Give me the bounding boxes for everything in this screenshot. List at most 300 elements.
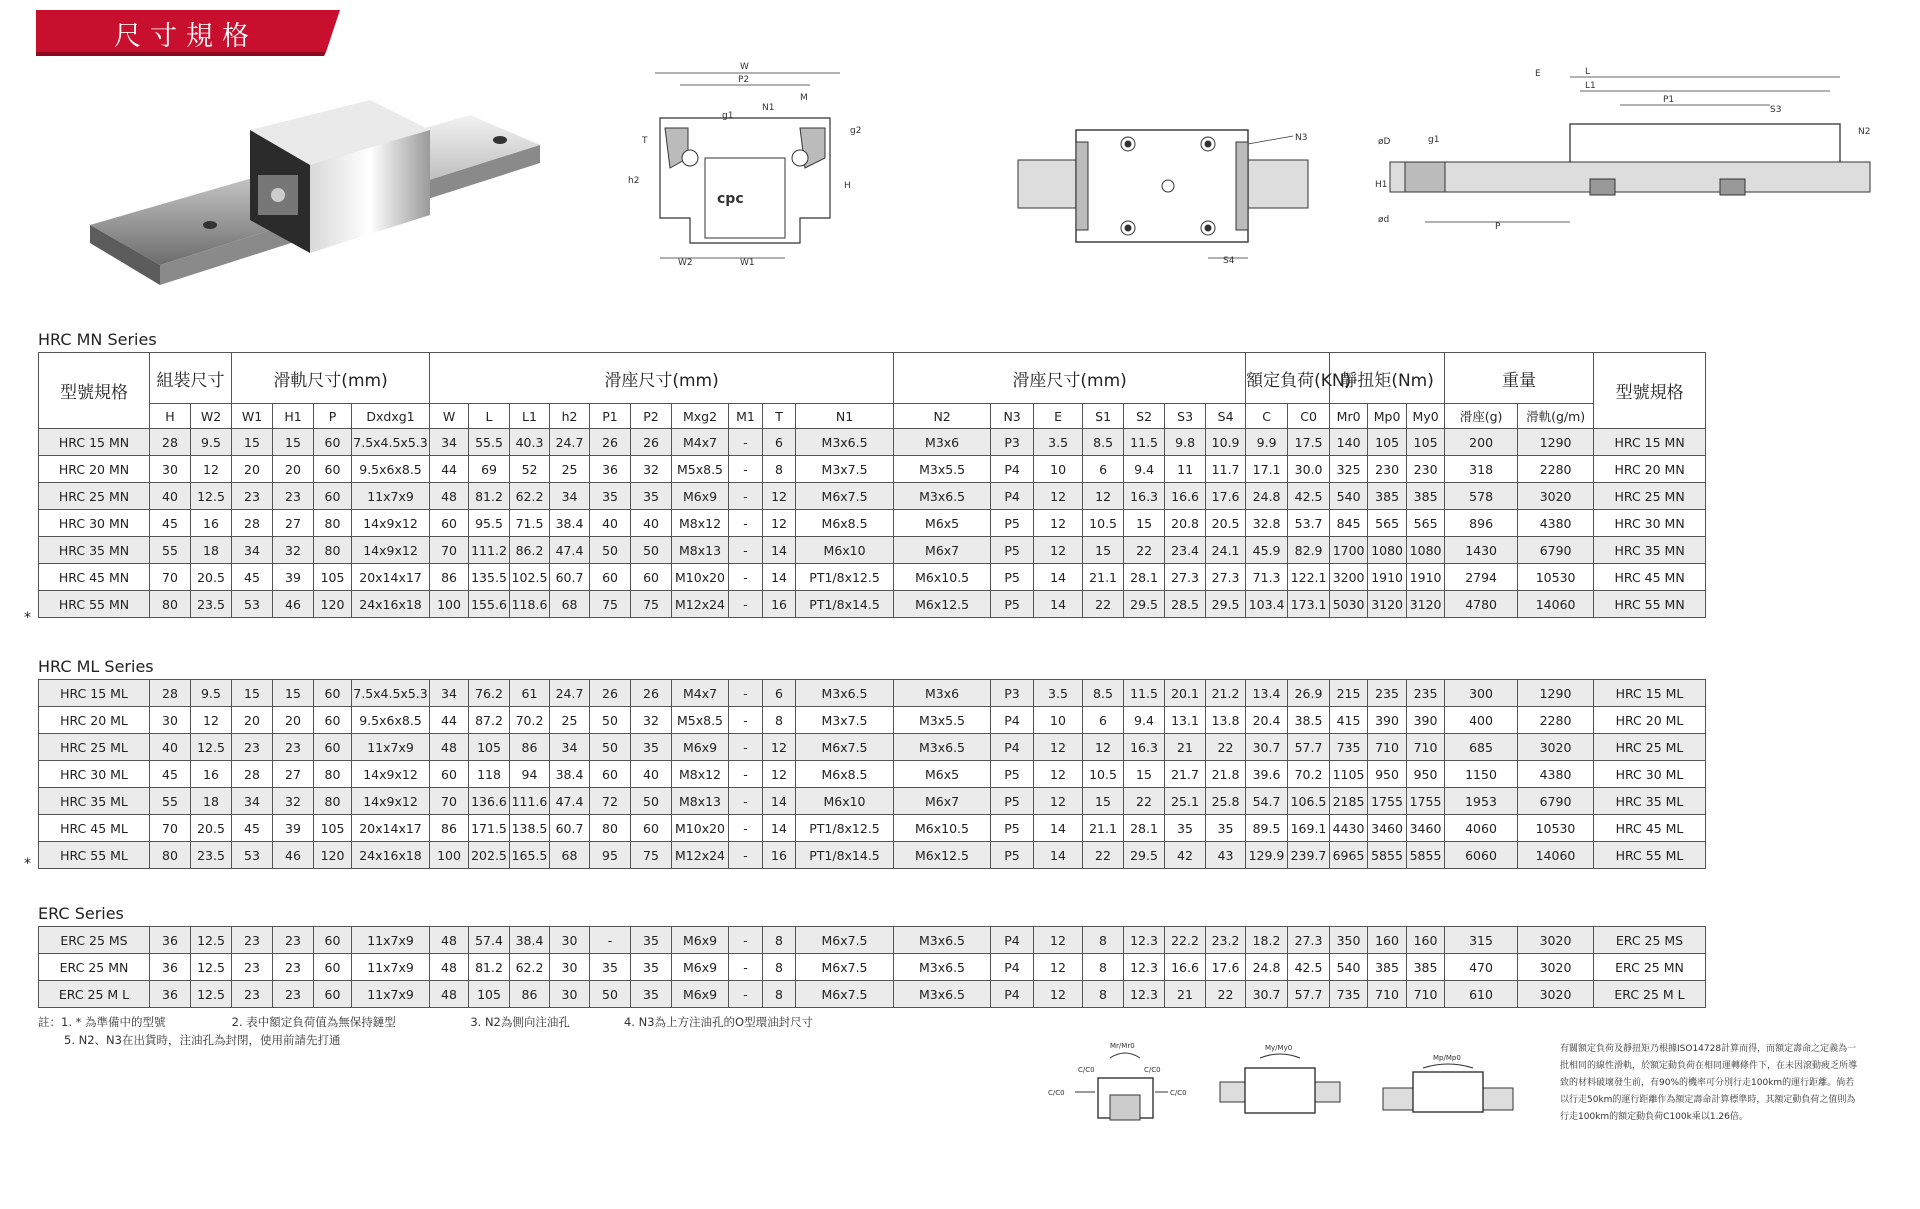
table-cell: 52 xyxy=(510,456,550,483)
table-cell: 1430 xyxy=(1445,537,1518,564)
table-cell: P4 xyxy=(991,483,1034,510)
subheader-cell: S4 xyxy=(1206,404,1246,429)
table-cell: 23.5 xyxy=(191,842,232,869)
table-cell: 60.7 xyxy=(550,815,590,842)
table-cell: 2185 xyxy=(1330,788,1368,815)
table-row xyxy=(39,429,1706,456)
table-cell: M3x5.5 xyxy=(894,707,991,734)
table-cell: 122.1 xyxy=(1288,564,1330,591)
table-cell: 14060 xyxy=(1518,842,1594,869)
table-cell: 12 xyxy=(1034,954,1083,981)
table-cell: 17.6 xyxy=(1206,954,1246,981)
subheader-cell: L xyxy=(469,404,510,429)
table-cell: 9.5x6x8.5 xyxy=(352,707,430,734)
table-cell: 735 xyxy=(1330,981,1368,1008)
table-cell: 28 xyxy=(232,510,273,537)
table-cell: 76.2 xyxy=(469,680,510,707)
table-cell: 62.2 xyxy=(510,483,550,510)
table-cell: 350 xyxy=(1330,927,1368,954)
table-cell: 60 xyxy=(314,483,352,510)
table-cell: 48 xyxy=(430,734,469,761)
table-cell: 9.8 xyxy=(1165,429,1206,456)
table-cell: 81.2 xyxy=(469,483,510,510)
table-cell: 160 xyxy=(1407,927,1445,954)
subheader-cell: Mxg2 xyxy=(672,404,729,429)
table-cell: 1150 xyxy=(1445,761,1518,788)
table-cell: 1105 xyxy=(1330,761,1368,788)
table-cell: 70.2 xyxy=(1288,761,1330,788)
table-cell: M6x9 xyxy=(672,954,729,981)
table-cell: HRC 45 ML xyxy=(39,815,150,842)
table-cell: 47.4 xyxy=(550,537,590,564)
table-row xyxy=(39,927,1706,954)
table-cell: 34 xyxy=(550,734,590,761)
table-cell: 22 xyxy=(1206,981,1246,1008)
table-cell: 44 xyxy=(430,707,469,734)
table-cell: 86 xyxy=(510,981,550,1008)
table-cell: 21.2 xyxy=(1206,680,1246,707)
table-cell: 12 xyxy=(1034,537,1083,564)
table-cell: 60 xyxy=(314,456,352,483)
table-cell: 30 xyxy=(550,927,590,954)
table-cell: M3x6.5 xyxy=(894,954,991,981)
table-cell: 230 xyxy=(1407,456,1445,483)
table-cell: 11.7 xyxy=(1206,456,1246,483)
table-cell: 30.7 xyxy=(1246,734,1288,761)
table-cell: 120 xyxy=(314,842,352,869)
table-cell: HRC 35 ML xyxy=(39,788,150,815)
table-cell: 1755 xyxy=(1368,788,1407,815)
table-cell: 22 xyxy=(1124,537,1165,564)
subheader-cell: H xyxy=(150,404,191,429)
table-cell: 235 xyxy=(1407,680,1445,707)
svg-text:S4: S4 xyxy=(1223,256,1235,266)
table-cell: 14x9x12 xyxy=(352,788,430,815)
subheader-cell: E xyxy=(1034,404,1083,429)
table-row xyxy=(39,680,1706,707)
table-cell: 15 xyxy=(273,680,314,707)
table-cell: PT1/8x14.5 xyxy=(796,842,894,869)
header-load: 額定負荷(KN) xyxy=(1246,353,1330,404)
table-cell: 16.3 xyxy=(1124,734,1165,761)
table-cell: 28.1 xyxy=(1124,815,1165,842)
table-cell: 3.5 xyxy=(1034,429,1083,456)
table-cell: 1080 xyxy=(1407,537,1445,564)
table-cell: 14 xyxy=(763,537,796,564)
table-cell: M6x7.5 xyxy=(796,483,894,510)
table-cell: 23.2 xyxy=(1206,927,1246,954)
table-cell: 950 xyxy=(1368,761,1407,788)
table-cell: P5 xyxy=(991,761,1034,788)
svg-text:Mr/Mr0: Mr/Mr0 xyxy=(1110,1042,1135,1050)
table-cell: HRC 15 MN xyxy=(1594,429,1706,456)
subheader-cell: W2 xyxy=(191,404,232,429)
table-cell: 28 xyxy=(150,680,191,707)
svg-text:ød: ød xyxy=(1378,215,1390,225)
table-cell: 69 xyxy=(469,456,510,483)
header-moment: 靜扭矩(Nm) xyxy=(1330,353,1445,404)
table-cell: 95 xyxy=(590,842,631,869)
table-cell: 15 xyxy=(273,429,314,456)
table-cell: 685 xyxy=(1445,734,1518,761)
table-cell: M3x6.5 xyxy=(894,483,991,510)
table-cell: 48 xyxy=(430,483,469,510)
table-cell: HRC 20 ML xyxy=(39,707,150,734)
table-cell: 106.5 xyxy=(1288,788,1330,815)
table-cell: 22 xyxy=(1083,842,1124,869)
table-cell: 21.8 xyxy=(1206,761,1246,788)
table-cell: PT1/8x14.5 xyxy=(796,591,894,618)
table-cell: 86.2 xyxy=(510,537,550,564)
table-cell: M6x8.5 xyxy=(796,510,894,537)
table-cell: 34 xyxy=(232,788,273,815)
table-row xyxy=(39,456,1706,483)
table-cell: 27.3 xyxy=(1288,927,1330,954)
subheader-cell: C0 xyxy=(1288,404,1330,429)
table-cell: HRC 30 ML xyxy=(1594,761,1706,788)
table-cell: 20 xyxy=(232,456,273,483)
svg-text:P1: P1 xyxy=(1663,95,1675,105)
table-cell: 12 xyxy=(1034,734,1083,761)
subheader-cell: W1 xyxy=(232,404,273,429)
table-cell: 30 xyxy=(550,954,590,981)
table-cell: ERC 25 MN xyxy=(39,954,150,981)
table-cell: M3x6.5 xyxy=(894,981,991,1008)
table-cell: 34 xyxy=(430,429,469,456)
table-cell: 578 xyxy=(1445,483,1518,510)
table-cell: 87.2 xyxy=(469,707,510,734)
table-cell: PT1/8x12.5 xyxy=(796,564,894,591)
table-cell: 8 xyxy=(1083,927,1124,954)
table-cell: 105 xyxy=(469,734,510,761)
table-cell: 12 xyxy=(1034,483,1083,510)
table-cell: PT1/8x12.5 xyxy=(796,815,894,842)
table-cell: 129.9 xyxy=(1246,842,1288,869)
table-cell: 35 xyxy=(590,483,631,510)
table-cell: 80 xyxy=(150,591,191,618)
table-cell: 202.5 xyxy=(469,842,510,869)
table-cell: 735 xyxy=(1330,734,1368,761)
table-cell: 32 xyxy=(631,456,672,483)
moment-diagram-my xyxy=(1215,1040,1345,1120)
table-cell: 80 xyxy=(314,537,352,564)
table-cell: 710 xyxy=(1407,734,1445,761)
table-cell: 3020 xyxy=(1518,483,1594,510)
table-cell: 12 xyxy=(763,483,796,510)
table-cell: 111.6 xyxy=(510,788,550,815)
table-cell: - xyxy=(729,842,763,869)
note-1: 註：1. * 為準備中的型號 xyxy=(38,1015,166,1029)
table-cell: 60 xyxy=(631,815,672,842)
table-cell: 6 xyxy=(1083,707,1124,734)
table-cell: 24.8 xyxy=(1246,954,1288,981)
subheader-cell: W xyxy=(430,404,469,429)
table-cell: 70 xyxy=(430,537,469,564)
table-cell: 36 xyxy=(150,954,191,981)
table-cell: 15 xyxy=(1124,761,1165,788)
table-cell: 173.1 xyxy=(1288,591,1330,618)
table-cell: 60 xyxy=(430,510,469,537)
table-cell: M3x6.5 xyxy=(796,680,894,707)
moment-diagram-mr xyxy=(1040,1040,1210,1130)
subheader-cell: Mp0 xyxy=(1368,404,1407,429)
table-cell: 23 xyxy=(232,927,273,954)
table-cell: 45 xyxy=(232,815,273,842)
table-cell: 45.9 xyxy=(1246,537,1288,564)
table-cell: 68 xyxy=(550,842,590,869)
table-cell: P5 xyxy=(991,564,1034,591)
table-cell: M6x9 xyxy=(672,734,729,761)
table-cell: P4 xyxy=(991,456,1034,483)
table-cell: - xyxy=(729,429,763,456)
table-cell: M6x12.5 xyxy=(894,842,991,869)
table-cell: P4 xyxy=(991,734,1034,761)
table-cell: 24.1 xyxy=(1206,537,1246,564)
table-cell: 23 xyxy=(232,981,273,1008)
table-cell: 18.2 xyxy=(1246,927,1288,954)
table-cell: HRC 55 MN xyxy=(1594,591,1706,618)
table-cell: 50 xyxy=(631,537,672,564)
table-cell: - xyxy=(729,537,763,564)
table-cell: 14 xyxy=(1034,815,1083,842)
table-cell: 23 xyxy=(273,954,314,981)
table-cell: 42.5 xyxy=(1288,483,1330,510)
table-cell: 21.1 xyxy=(1083,564,1124,591)
table-cell: 25.1 xyxy=(1165,788,1206,815)
table-cell: 11x7x9 xyxy=(352,483,430,510)
table-cell: 35 xyxy=(1206,815,1246,842)
table-cell: 60 xyxy=(314,707,352,734)
table-cell: 8.5 xyxy=(1083,429,1124,456)
table-cell: 105 xyxy=(314,815,352,842)
table-cell: 80 xyxy=(314,788,352,815)
svg-text:L1: L1 xyxy=(1585,81,1596,91)
table-cell: 7.5x4.5x5.3 xyxy=(352,680,430,707)
table-cell: 950 xyxy=(1407,761,1445,788)
table-cell: 16 xyxy=(763,842,796,869)
table-cell: 22.2 xyxy=(1165,927,1206,954)
table-cell: 12 xyxy=(1083,734,1124,761)
table-cell: 8 xyxy=(763,456,796,483)
table-cell: 4780 xyxy=(1445,591,1518,618)
table-cell: 50 xyxy=(631,788,672,815)
table-cell: 50 xyxy=(590,707,631,734)
table-cell: 89.5 xyxy=(1246,815,1288,842)
svg-text:C/C0: C/C0 xyxy=(1144,1066,1161,1074)
table-cell: 200 xyxy=(1445,429,1518,456)
table-cell: P4 xyxy=(991,707,1034,734)
table-cell: 72 xyxy=(590,788,631,815)
table-cell: M6x8.5 xyxy=(796,761,894,788)
table-cell: 11x7x9 xyxy=(352,954,430,981)
table-cell: 8 xyxy=(763,954,796,981)
table-cell: 14x9x12 xyxy=(352,510,430,537)
table-cell: M6x7.5 xyxy=(796,734,894,761)
table-cell: 385 xyxy=(1407,483,1445,510)
table-cell: 34 xyxy=(232,537,273,564)
table-cell: - xyxy=(729,734,763,761)
table-cell: 6060 xyxy=(1445,842,1518,869)
table-cell: 3020 xyxy=(1518,927,1594,954)
subheader-cell: N3 xyxy=(991,404,1034,429)
table-cell: 169.1 xyxy=(1288,815,1330,842)
table-cell: M4x7 xyxy=(672,429,729,456)
table-cell: 34 xyxy=(550,483,590,510)
table-cell: 43 xyxy=(1206,842,1246,869)
table-cell: M5x8.5 xyxy=(672,456,729,483)
table-cell: 385 xyxy=(1368,954,1407,981)
table-cell: 23 xyxy=(273,927,314,954)
svg-text:øD: øD xyxy=(1378,137,1391,147)
table-cell: 95.5 xyxy=(469,510,510,537)
table-row xyxy=(39,564,1706,591)
table-cell: 40 xyxy=(590,510,631,537)
table-cell: 165.5 xyxy=(510,842,550,869)
svg-text:g2: g2 xyxy=(850,126,862,136)
table-cell: M6x7.5 xyxy=(796,927,894,954)
table-cell: 16 xyxy=(191,761,232,788)
table-cell: 30.7 xyxy=(1246,981,1288,1008)
table-cell: P4 xyxy=(991,927,1034,954)
table-cell: P4 xyxy=(991,954,1034,981)
table-cell: M6x10 xyxy=(796,788,894,815)
table-cell: 12.3 xyxy=(1124,954,1165,981)
table-cell: M10x20 xyxy=(672,564,729,591)
table-cell: 29.5 xyxy=(1124,591,1165,618)
svg-text:g1: g1 xyxy=(1428,135,1440,145)
table-cell: 71.3 xyxy=(1246,564,1288,591)
table-cell: 1700 xyxy=(1330,537,1368,564)
table-cell: 3020 xyxy=(1518,954,1594,981)
table-cell: HRC 55 MN xyxy=(39,591,150,618)
svg-text:H1: H1 xyxy=(1375,180,1388,190)
table-cell: 415 xyxy=(1330,707,1368,734)
table-cell: - xyxy=(729,707,763,734)
table-cell: 9.4 xyxy=(1124,456,1165,483)
table-cell: 32 xyxy=(273,788,314,815)
table-cell: M6x10.5 xyxy=(894,564,991,591)
svg-text:W2: W2 xyxy=(678,258,693,268)
table-cell: 3460 xyxy=(1368,815,1407,842)
table-cell: 24.8 xyxy=(1246,483,1288,510)
table-cell: 13.4 xyxy=(1246,680,1288,707)
table-cell: 68 xyxy=(550,591,590,618)
table-cell: HRC 25 MN xyxy=(39,483,150,510)
table-cell: 11x7x9 xyxy=(352,981,430,1008)
table-cell: 24x16x18 xyxy=(352,591,430,618)
table-cell: 70 xyxy=(150,564,191,591)
table-cell: 13.8 xyxy=(1206,707,1246,734)
table-cell: 26.9 xyxy=(1288,680,1330,707)
table-cell: 80 xyxy=(590,815,631,842)
table-cell: 20.5 xyxy=(1206,510,1246,537)
table-cell: 12 xyxy=(1034,927,1083,954)
table-cell: 12 xyxy=(1034,981,1083,1008)
table-cell: 10530 xyxy=(1518,564,1594,591)
table-cell: HRC 15 ML xyxy=(1594,680,1706,707)
table-cell: 565 xyxy=(1407,510,1445,537)
table-cell: - xyxy=(729,456,763,483)
table-cell: 540 xyxy=(1330,483,1368,510)
table-cell: 80 xyxy=(314,510,352,537)
table-cell: 230 xyxy=(1368,456,1407,483)
table-cell: - xyxy=(729,788,763,815)
table-cell: 390 xyxy=(1368,707,1407,734)
subheader-cell: T xyxy=(763,404,796,429)
table-cell: 8 xyxy=(763,927,796,954)
table-cell: M6x9 xyxy=(672,927,729,954)
table-cell: 18 xyxy=(191,788,232,815)
table-cell: 100 xyxy=(430,591,469,618)
table-cell: HRC 45 MN xyxy=(1594,564,1706,591)
table-cell: 26 xyxy=(631,680,672,707)
table-cell: M6x7.5 xyxy=(796,981,894,1008)
table-cell: 42 xyxy=(1165,842,1206,869)
table-cell: 5855 xyxy=(1407,842,1445,869)
table-cell: - xyxy=(729,981,763,1008)
table-cell: 57.7 xyxy=(1288,981,1330,1008)
table-cell: 3200 xyxy=(1330,564,1368,591)
svg-text:H: H xyxy=(844,181,851,191)
table-cell: M3x6.5 xyxy=(796,429,894,456)
subheader-cell: H1 xyxy=(273,404,314,429)
header-block2: 滑座尺寸(mm) xyxy=(894,353,1246,404)
note-3: 3. N2為側向注油孔 xyxy=(470,1015,570,1029)
table-cell: 14060 xyxy=(1518,591,1594,618)
svg-text:L: L xyxy=(1585,67,1591,77)
table-cell: 53.7 xyxy=(1288,510,1330,537)
table-cell: M3x6 xyxy=(894,680,991,707)
table-cell: M6x7.5 xyxy=(796,954,894,981)
header-model: 型號規格 xyxy=(39,353,150,429)
table-cell: 40 xyxy=(631,510,672,537)
table-cell: 10.5 xyxy=(1083,761,1124,788)
series-title-mn: HRC MN Series xyxy=(38,330,157,349)
table-cell: 14 xyxy=(763,815,796,842)
table-cell: 22 xyxy=(1083,591,1124,618)
table-cell: 30 xyxy=(550,981,590,1008)
table-cell: 11x7x9 xyxy=(352,734,430,761)
table-cell: 94 xyxy=(510,761,550,788)
table-cell: 15 xyxy=(232,429,273,456)
svg-text:S3: S3 xyxy=(1770,105,1782,115)
svg-text:cpc: cpc xyxy=(717,191,744,207)
table-cell: 35 xyxy=(631,981,672,1008)
svg-text:N2: N2 xyxy=(1858,127,1871,137)
table-cell: 3.5 xyxy=(1034,680,1083,707)
subheader-cell: Dxdxg1 xyxy=(352,404,430,429)
table-cell: M6x10 xyxy=(796,537,894,564)
header-weight: 重量 xyxy=(1445,353,1594,404)
table-cell: - xyxy=(729,564,763,591)
table-cell: 120 xyxy=(314,591,352,618)
subheader-cell: L1 xyxy=(510,404,550,429)
table-cell: M8x12 xyxy=(672,761,729,788)
table-cell: 105 xyxy=(1407,429,1445,456)
table-cell: 17.1 xyxy=(1246,456,1288,483)
table-cell: 16 xyxy=(763,591,796,618)
table-cell: 38.5 xyxy=(1288,707,1330,734)
table-row xyxy=(39,483,1706,510)
table-cell: 6790 xyxy=(1518,788,1594,815)
table-cell: HRC 55 ML xyxy=(1594,842,1706,869)
table-cell: 10.9 xyxy=(1206,429,1246,456)
svg-text:My/My0: My/My0 xyxy=(1265,1044,1293,1052)
table-cell: 48 xyxy=(430,981,469,1008)
table-cell: 300 xyxy=(1445,680,1518,707)
subheader-cell: My0 xyxy=(1407,404,1445,429)
table-cell: 26 xyxy=(631,429,672,456)
